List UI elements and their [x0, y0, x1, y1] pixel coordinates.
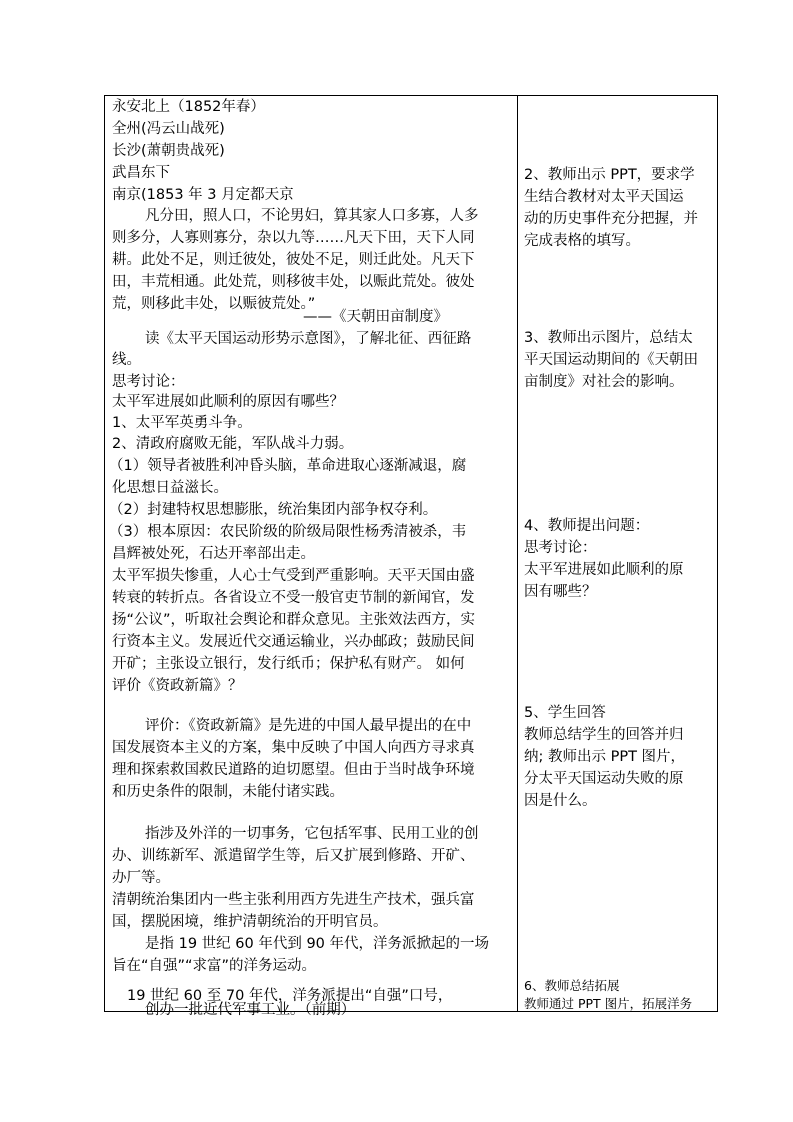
left-line: （2）封建特权思想膨胀，统治集团内部争权夺利。	[109, 502, 438, 518]
left-line: 和历史条件的限制，未能付诸实践。	[112, 784, 344, 800]
left-line: 凡分田，照人口，不论男妇，算其家人口多寡，人多	[145, 208, 479, 224]
right-line: 动的历史事件充分把握，并	[524, 211, 698, 227]
left-line: 是指 19 世纪 60 年代到 90 年代，洋务派掀起的一场	[145, 936, 490, 952]
left-line: 创办一批近代军事工业。（前期）	[145, 1002, 356, 1018]
left-line: 1、太平军英勇斗争。	[112, 415, 252, 431]
right-line: 4、教师提出问题：	[524, 518, 650, 534]
right-line: 思考讨论：	[524, 540, 597, 556]
right-line: 生结合教材对太平天国运	[524, 189, 684, 205]
left-line: 武昌东下	[112, 165, 170, 181]
left-line: 国，摆脱困境，维护清朝统治的开明官员。	[112, 914, 388, 930]
left-line: ——《天朝田亩制度》	[303, 309, 448, 325]
right-line: 3、教师出示图片，总结太	[524, 330, 693, 346]
left-line: 田，丰荒相通。此处荒，则移彼丰处，以赈此荒处。彼处	[112, 274, 475, 290]
right-line: 完成表格的填写。	[524, 233, 640, 249]
left-line: 全州(冯云山战死)	[112, 121, 225, 137]
column-divider	[517, 96, 518, 1011]
left-line: 则多分，人寡则寡分，杂以九等……凡天下田，天下人同	[112, 230, 475, 246]
right-line: 5、学生回答	[524, 705, 606, 721]
right-line: 教师通过 PPT 图片，拓展洋务	[524, 996, 693, 1011]
left-line: 旨在“自强”“求富”的洋务运动。	[112, 958, 317, 974]
left-line: 化思想日益滋长。	[112, 480, 228, 496]
left-line: 评价：《资政新篇》是先进的中国人最早提出的在中	[145, 718, 472, 734]
left-line: 昌辉被处死，石达开率部出走。	[112, 546, 315, 562]
left-line: 南京(1853 年 3 月定都天京	[112, 187, 294, 203]
left-line: 国发展资本主义的方案，集中反映了中国人向西方寻求真	[112, 740, 475, 756]
right-line: 纳; 教师出示 PPT 图片，	[524, 749, 686, 765]
left-line: 行资本主义。发展近代交通运输业，兴办邮政；鼓励民间	[112, 634, 475, 650]
right-line: 分太平天国运动失败的原	[524, 771, 684, 787]
left-line: 2、清政府腐败无能，军队战斗力弱。	[112, 436, 354, 452]
right-line: 6、教师总结拓展	[524, 978, 620, 993]
left-line: 指涉及外洋的一切事务，它包括军事、民用工业的创	[145, 826, 479, 842]
left-line: 太平军进展如此顺利的原因有哪些？	[112, 394, 344, 410]
right-line: 太平军进展如此顺利的原	[524, 562, 684, 578]
right-line: 平天国运动期间的《天朝田	[524, 352, 698, 368]
left-line: 永安北上（1852年春）	[112, 99, 265, 115]
left-line: 19 世纪 60 至 70 年代，洋务派提出“自强”口号，	[127, 988, 453, 1004]
right-line: 亩制度》对社会的影响。	[524, 374, 684, 390]
left-line: （3）根本原因：农民阶级的阶级局限性杨秀清被杀，韦	[109, 524, 467, 540]
left-line: 办厂等。	[112, 870, 170, 886]
left-line: 读《太平天国运动形势示意图》，了解北征、西征路	[145, 331, 472, 347]
left-line: 开矿；主张设立银行，发行纸币；保护私有财产。 如何	[112, 656, 465, 672]
left-line: 太平军损失惨重，人心士气受到严重影响。天平天国由盛	[112, 568, 475, 584]
left-line: 评价《资政新篇》？	[112, 678, 243, 694]
left-line: 办、训练新军、派遣留学生等，后又扩展到修路、开矿、	[112, 848, 475, 864]
left-line: 耕。此处不足，则迁彼处，彼处不足，则迁此处。凡天下	[112, 252, 475, 268]
left-line: 扬“公议”，听取社会舆论和群众意见。主张效法西方，实	[112, 612, 476, 628]
lesson-plan-table	[104, 95, 718, 1018]
right-line: 因有哪些？	[524, 584, 597, 600]
left-line: （1）领导者被胜利冲昏头脑，革命进取心逐渐减退，腐	[109, 458, 467, 474]
left-line: 思考讨论：	[112, 374, 185, 390]
left-line: 线。	[112, 352, 141, 368]
right-line: 教师总结学生的回答并归	[524, 727, 684, 743]
right-line: 2、教师出示 PPT，要求学	[524, 167, 695, 183]
left-line: 转衰的转折点。各省设立不受一般官吏节制的新闻官，发	[112, 590, 475, 606]
left-line: 长沙(萧朝贵战死)	[112, 143, 225, 159]
left-line: 荒，则移此丰处，以赈彼荒处。”	[112, 296, 316, 312]
left-line: 理和探索救国救民道路的迫切愿望。但由于当时战争环境	[112, 762, 475, 778]
right-line: 因是什么。	[524, 793, 597, 809]
left-line: 清朝统治集团内一些主张利用西方先进生产技术，强兵富	[112, 892, 475, 908]
